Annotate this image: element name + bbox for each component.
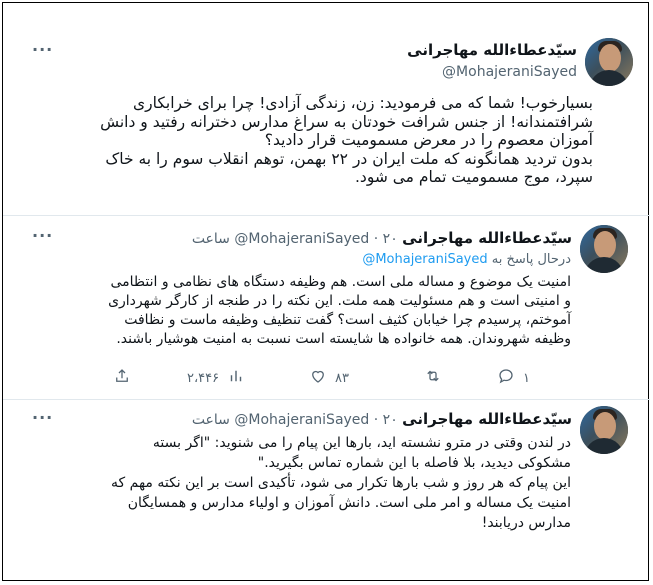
- avatar[interactable]: [585, 38, 633, 86]
- avatar[interactable]: [580, 225, 628, 273]
- author-name[interactable]: سیّدعطاءالله مهاجرانی: [402, 229, 572, 247]
- more-options-icon[interactable]: ···: [32, 40, 54, 59]
- heart-icon: [309, 367, 327, 389]
- author-name[interactable]: سیّدعطاءالله مهاجرانی: [407, 41, 577, 59]
- divider: [3, 215, 650, 216]
- timestamp[interactable]: ۲۰ ساعت: [191, 412, 398, 428]
- separator-dot: ·: [373, 412, 379, 428]
- avatar[interactable]: [580, 406, 628, 454]
- divider: [3, 399, 650, 400]
- retweet-button[interactable]: [424, 367, 450, 389]
- author-name[interactable]: سیّدعطاءالله مهاجرانی: [402, 410, 572, 428]
- separator-dot: ·: [373, 231, 379, 247]
- reply-prefix: درحال پاسخ به: [491, 252, 571, 267]
- tweet-header: [192, 229, 572, 247]
- reply-button[interactable]: [497, 367, 530, 389]
- author-handle[interactable]: @MohajeraniSayed: [442, 64, 577, 80]
- like-count: ۸۳: [335, 370, 349, 386]
- tweet-actions: [0, 367, 653, 389]
- tweet-text: بسیارخوب! شما که می فرمودید: زن، زندگی آزادی! چرا برای خرابکاری شرافتمندانه! از جنس شرافت خودتان به سراغ مدارس دخترانه رفتید و دانش آموزان معصوم را در معرض مسمومیت قرار دادید؟ بدون تردید همانگونه که ملت ایران در ۲۲ بهمن، توهم انقلاب سوم را به خاک سپرد، موج مسمومیت تمام می شود.: [100, 94, 593, 186]
- share-button[interactable]: [113, 367, 131, 389]
- timestamp[interactable]: ۲۰ ساعت: [191, 231, 398, 247]
- more-options-icon[interactable]: ···: [32, 226, 54, 245]
- views-chart-icon: [227, 367, 245, 389]
- like-button[interactable]: [309, 367, 349, 389]
- reply-icon: [497, 367, 515, 389]
- tweet-text: در لندن وقتی در مترو نشسته اید، بارها این پیام را می شنوید: "اگر بسته مشکوکی دیدید، بلا فاصله با این شماره تماس بگیرید." این پیام که هر روز و شب بارها تکرار می شود، تأکیدی است بر این نکته مهم که امنیت یک مساله و امر ملی است. دانش آموزان و اولیاء مدارس و همسایگان مدارس دریابند!: [111, 435, 571, 531]
- reply-count: ۱: [523, 370, 530, 386]
- retweet-icon: [424, 367, 442, 389]
- share-icon: [113, 367, 131, 389]
- replying-to: [362, 252, 571, 267]
- author-handle[interactable]: @MohajeraniSayed: [234, 231, 370, 247]
- reply-mention-link[interactable]: @MohajeraniSayed: [362, 252, 488, 267]
- tweet-text: امنیت یک موضوع و مساله ملی است. هم وظیفه دستگاه های نظامی و انتظامی و امنیتی است و هم مسئولیت همه ملت. این نکته را در طنجه از کارگر شهرداری آموختم، پرسیدم چرا خیابان کثیف است؟ گفت تنظیف وظیفه ماست و نظافت وظیفه شهروندان. همه خانواده ها شایسته است نسبت به امنیت هوشیار باشند.: [108, 274, 571, 347]
- views-count: ۲،۴۴۶: [187, 370, 220, 386]
- views-button[interactable]: [187, 367, 245, 389]
- more-options-icon[interactable]: ···: [32, 408, 54, 427]
- author-handle[interactable]: @MohajeraniSayed: [234, 412, 370, 428]
- tweet-header: [192, 410, 572, 428]
